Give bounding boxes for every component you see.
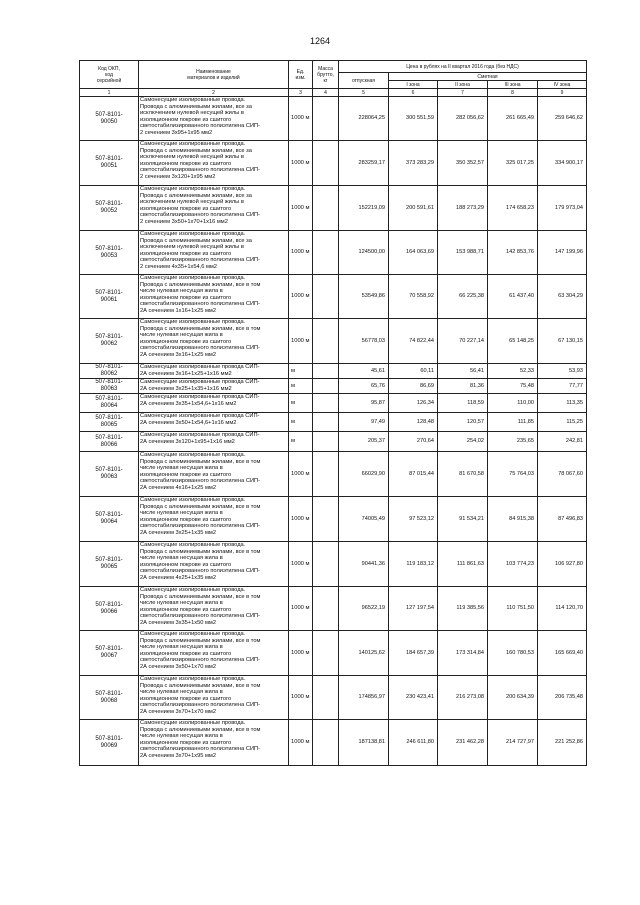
table-cell-release-price: 152219,09 xyxy=(339,186,389,231)
column-number: 4 xyxy=(313,89,339,97)
table-cell-mass xyxy=(313,379,339,394)
table-cell-mass xyxy=(313,587,339,631)
table-cell-release-price: 228064,25 xyxy=(339,97,389,141)
table-cell-zone-1-price: 164 063,69 xyxy=(389,231,438,275)
table-cell-zone-2-price: 118,59 xyxy=(438,394,488,413)
page-number: 1264 xyxy=(309,36,331,46)
table-cell-zone-3-price: 111,85 xyxy=(488,413,538,432)
table-cell-mass xyxy=(313,186,339,231)
table-cell-zone-4-price: 259 646,62 xyxy=(538,97,587,141)
table-cell-zone-4-price: 113,35 xyxy=(538,394,587,413)
table-row xyxy=(80,379,587,394)
table-cell-zone-4-price: 179 973,04 xyxy=(538,186,587,231)
table-cell-unit: 1000 м xyxy=(289,452,313,497)
column-number: 3 xyxy=(289,89,313,97)
header-estimate: Сметная xyxy=(389,73,587,81)
table-cell-zone-3-price: 65 148,25 xyxy=(488,319,538,364)
table-cell-mass xyxy=(313,631,339,676)
table-cell-zone-2-price: 91 534,21 xyxy=(438,497,488,542)
table-cell-zone-4-price: 53,93 xyxy=(538,364,587,379)
table-header xyxy=(80,61,587,97)
table-cell-zone-1-price: 230 423,41 xyxy=(389,676,438,720)
table-row xyxy=(80,497,587,542)
table-cell-code: 507-8101- 90062 xyxy=(80,319,139,364)
header-zone-4: IV зона xyxy=(538,81,587,89)
table-cell-code: 507-8101- 90066 xyxy=(80,587,139,631)
table-cell-code: 507-8101- 90052 xyxy=(80,186,139,231)
table-cell-release-price: 124500,00 xyxy=(339,231,389,275)
table-cell-zone-3-price: 214 727,97 xyxy=(488,720,538,766)
table-cell-zone-4-price: 114 120,70 xyxy=(538,587,587,631)
table-cell-unit: 1000 м xyxy=(289,275,313,319)
column-number: 8 xyxy=(488,89,538,97)
table-cell-zone-3-price: 61 437,40 xyxy=(488,275,538,319)
table-cell-code: 507-8101- 80066 xyxy=(80,432,139,452)
table-cell-zone-3-price: 110 751,50 xyxy=(488,587,538,631)
column-number: 7 xyxy=(438,89,488,97)
table-cell-release-price: 53549,86 xyxy=(339,275,389,319)
table-cell-zone-2-price: 120,57 xyxy=(438,413,488,432)
table-cell-unit: м xyxy=(289,432,313,452)
table-cell-zone-1-price: 270,64 xyxy=(389,432,438,452)
table-row xyxy=(80,413,587,432)
table-cell-mass xyxy=(313,676,339,720)
table-cell-code: 507-8101- 90051 xyxy=(80,141,139,186)
table-cell-mass xyxy=(313,97,339,141)
table-row xyxy=(80,587,587,631)
table-cell-name: Самонесущие изолированные провода. Провода с алюминиевыми жилами, все в том числе нулевая несущая жила в изоляционном покрове из сшитого светостабилизированного полиэтилена СИП- 2А сечением 4х25+1х35 мм2 xyxy=(139,542,289,587)
table-cell-release-price: 56778,03 xyxy=(339,319,389,364)
column-number: 5 xyxy=(339,89,389,97)
table-cell-name: Самонесущие изолированные провода. Провода с алюминиевыми жилами, все за исключением нулевой несущей жилы в изоляционном покрове из сшитого светостабилизированного полиэтилена СИП- 2 сечением 4х35+1х54,6 мм2 xyxy=(139,231,289,275)
header-zone-3: III зона xyxy=(488,81,538,89)
table-cell-mass xyxy=(313,231,339,275)
header-code: Код ОКП, код серсийной xyxy=(80,61,139,89)
table-cell-zone-4-price: 147 199,96 xyxy=(538,231,587,275)
table-cell-code: 507-8101- 80065 xyxy=(80,413,139,432)
table-cell-name: Самонесущие изолированные провода. Провода с алюминиевыми жилами, все за исключением нулевой несущей жилы в изоляционном покрове из сшитого светостабилизированного полиэтилена СИП- 2 сечением 3х50+1х70+1х16 мм2 xyxy=(139,186,289,231)
table-cell-code: 507-8101- 90050 xyxy=(80,97,139,141)
table-cell-name: Самонесущие изолированные провода СИП- 2А сечением 3х16+1х25+1х16 мм2 xyxy=(139,364,289,379)
table-cell-name: Самонесущие изолированные провода. Провода с алюминиевыми жилами, все в том числе нулевая несущая жила в изоляционном покрове из сшитого светостабилизированного полиэтилена СИП- 2А сечением 3х70+1х95 мм2 xyxy=(139,720,289,766)
table-cell-mass xyxy=(313,275,339,319)
table-cell-release-price: 283259,17 xyxy=(339,141,389,186)
table-cell-zone-3-price: 160 780,53 xyxy=(488,631,538,676)
table-cell-name: Самонесущие изолированные провода СИП- 2А сечением 3х25+1х35+1х16 мм2 xyxy=(139,379,289,394)
table-cell-code: 507-8101- 80063 xyxy=(80,379,139,394)
table-row xyxy=(80,275,587,319)
table-cell-mass xyxy=(313,720,339,766)
table-cell-release-price: 66029,90 xyxy=(339,452,389,497)
table-cell-zone-3-price: 75 764,03 xyxy=(488,452,538,497)
header-release: отпускная xyxy=(339,73,389,89)
table-cell-zone-2-price: 81,36 xyxy=(438,379,488,394)
table-cell-code: 507-8101- 80064 xyxy=(80,394,139,413)
table-cell-zone-3-price: 75,48 xyxy=(488,379,538,394)
table-cell-name: Самонесущие изолированные провода. Провода с алюминиевыми жилами, все в том числе нулевая несущая жила в изоляционном покрове из сшитого светостабилизированного полиэтилена СИП- 2А сечением 4х16+1х25 мм2 xyxy=(139,452,289,497)
table-cell-zone-1-price: 128,48 xyxy=(389,413,438,432)
table-cell-unit: 1000 м xyxy=(289,231,313,275)
table-cell-zone-1-price: 60,11 xyxy=(389,364,438,379)
table-cell-mass xyxy=(313,497,339,542)
table-cell-zone-1-price: 74 822,44 xyxy=(389,319,438,364)
table-cell-zone-4-price: 106 927,80 xyxy=(538,542,587,587)
table-cell-zone-2-price: 282 056,62 xyxy=(438,97,488,141)
table-cell-release-price: 174856,97 xyxy=(339,676,389,720)
table-cell-zone-3-price: 142 853,76 xyxy=(488,231,538,275)
table-cell-zone-3-price: 52,33 xyxy=(488,364,538,379)
table-cell-zone-2-price: 216 273,08 xyxy=(438,676,488,720)
table-cell-name: Самонесущие изолированные провода. Провода с алюминиевыми жилами, все за исключением нулевой несущей жилы в изоляционном покрове из сшитого светостабилизированного полиэтилена СИП- 2 сечением 3х120+1х95 мм2 xyxy=(139,141,289,186)
table-cell-zone-1-price: 300 551,59 xyxy=(389,97,438,141)
table-cell-release-price: 187138,81 xyxy=(339,720,389,766)
table-cell-release-price: 45,61 xyxy=(339,364,389,379)
table-cell-unit: м xyxy=(289,364,313,379)
table-row xyxy=(80,394,587,413)
table-cell-zone-3-price: 200 634,39 xyxy=(488,676,538,720)
table-cell-zone-3-price: 103 774,23 xyxy=(488,542,538,587)
table-cell-unit: 1000 м xyxy=(289,97,313,141)
header-zone-2: II зона xyxy=(438,81,488,89)
price-table xyxy=(79,60,587,766)
table-cell-zone-3-price: 84 915,38 xyxy=(488,497,538,542)
table-cell-mass xyxy=(313,364,339,379)
table-cell-unit: 1000 м xyxy=(289,141,313,186)
table-cell-name: Самонесущие изолированные провода. Провода с алюминиевыми жилами, все в том числе нулевая несущая жила в изоляционном покрове из сшитого светостабилизированного полиэтилена СИП- 2А сечением 3х50+1х70 мм2 xyxy=(139,631,289,676)
table-row xyxy=(80,631,587,676)
table-cell-zone-2-price: 350 352,57 xyxy=(438,141,488,186)
table-cell-zone-3-price: 174 658,23 xyxy=(488,186,538,231)
table-cell-zone-1-price: 97 523,12 xyxy=(389,497,438,542)
table-cell-unit: 1000 м xyxy=(289,186,313,231)
table-cell-code: 507-8101- 90064 xyxy=(80,497,139,542)
table-cell-zone-1-price: 200 591,61 xyxy=(389,186,438,231)
table-row xyxy=(80,720,587,766)
table-cell-name: Самонесущие изолированные провода. Провода с алюминиевыми жилами, все в том числе нулевая несущая жила в изоляционном покрове из сшитого светостабилизированного полиэтилена СИП- 2А сечением 3х16+1х25 мм2 xyxy=(139,319,289,364)
column-number: 6 xyxy=(389,89,438,97)
table-cell-release-price: 74005,49 xyxy=(339,497,389,542)
table-cell-unit: 1000 м xyxy=(289,497,313,542)
table-cell-mass xyxy=(313,413,339,432)
table-cell-mass xyxy=(313,319,339,364)
header-price-group: Цена в рублях на II квартал 2016 года (без НДС) xyxy=(339,61,587,73)
table-cell-name: Самонесущие изолированные провода СИП- 2А сечением 3х120+1х95+1х16 мм2 xyxy=(139,432,289,452)
table-cell-mass xyxy=(313,452,339,497)
table-cell-zone-4-price: 87 496,83 xyxy=(538,497,587,542)
table-cell-zone-4-price: 63 304,29 xyxy=(538,275,587,319)
table-cell-unit: 1000 м xyxy=(289,720,313,766)
table-row xyxy=(80,186,587,231)
table-cell-code: 507-8101- 90053 xyxy=(80,231,139,275)
table-cell-unit: 1000 м xyxy=(289,587,313,631)
table-cell-zone-3-price: 325 017,25 xyxy=(488,141,538,186)
table-row xyxy=(80,97,587,141)
table-cell-name: Самонесущие изолированные провода. Провода с алюминиевыми жилами, все в том числе нулевая несущая жила в изоляционном покрове из сшитого светостабилизированного полиэтилена СИП- 2А сечением 1х16+1х25 мм2 xyxy=(139,275,289,319)
table-cell-zone-2-price: 119 385,56 xyxy=(438,587,488,631)
table-cell-zone-1-price: 119 183,12 xyxy=(389,542,438,587)
table-cell-zone-1-price: 127 197,54 xyxy=(389,587,438,631)
column-number: 9 xyxy=(538,89,587,97)
table-cell-zone-1-price: 126,34 xyxy=(389,394,438,413)
table-row xyxy=(80,676,587,720)
table-cell-code: 507-8101- 90069 xyxy=(80,720,139,766)
table-row xyxy=(80,364,587,379)
table-cell-mass xyxy=(313,394,339,413)
table-cell-zone-4-price: 334 900,17 xyxy=(538,141,587,186)
table-cell-mass xyxy=(313,542,339,587)
table-cell-zone-2-price: 111 861,63 xyxy=(438,542,488,587)
table-cell-unit: м xyxy=(289,379,313,394)
table-cell-zone-1-price: 184 657,39 xyxy=(389,631,438,676)
table-cell-code: 507-8101- 90065 xyxy=(80,542,139,587)
table-cell-zone-2-price: 188 273,29 xyxy=(438,186,488,231)
table-cell-release-price: 96522,19 xyxy=(339,587,389,631)
table-cell-release-price: 65,76 xyxy=(339,379,389,394)
table-cell-zone-2-price: 254,02 xyxy=(438,432,488,452)
table-cell-zone-4-price: 67 130,15 xyxy=(538,319,587,364)
table-cell-release-price: 97,49 xyxy=(339,413,389,432)
table-cell-release-price: 90441,36 xyxy=(339,542,389,587)
table-cell-zone-2-price: 70 227,14 xyxy=(438,319,488,364)
table-cell-zone-2-price: 56,41 xyxy=(438,364,488,379)
table-row xyxy=(80,432,587,452)
table-cell-code: 507-8101- 90068 xyxy=(80,676,139,720)
header-mass: Масса брутто, кг xyxy=(313,61,339,89)
table-row xyxy=(80,231,587,275)
table-cell-unit: м xyxy=(289,413,313,432)
table-cell-name: Самонесущие изолированные провода. Провода с алюминиевыми жилами, все в том числе нулевая несущая жила в изоляционном покрове из сшитого светостабилизированного полиэтилена СИП- 2А сечением 3х70+1х70 мм2 xyxy=(139,676,289,720)
table-cell-unit: м xyxy=(289,394,313,413)
column-number-row xyxy=(80,89,587,97)
table-cell-unit: 1000 м xyxy=(289,542,313,587)
table-row xyxy=(80,452,587,497)
table-cell-code: 507-8101- 90063 xyxy=(80,452,139,497)
table-cell-zone-1-price: 86,69 xyxy=(389,379,438,394)
table-cell-zone-4-price: 206 735,48 xyxy=(538,676,587,720)
table-cell-zone-3-price: 261 665,49 xyxy=(488,97,538,141)
table-cell-zone-1-price: 87 015,44 xyxy=(389,452,438,497)
table-cell-zone-2-price: 66 225,38 xyxy=(438,275,488,319)
table-cell-zone-1-price: 246 611,80 xyxy=(389,720,438,766)
table-cell-code: 507-8101- 80062 xyxy=(80,364,139,379)
table-cell-name: Самонесущие изолированные провода. Провода с алюминиевыми жилами, все за исключением нулевой несущей жилы в изоляционном покрове из сшитого светостабилизированного полиэтилена СИП- 2 сечением 3х95+1х95 мм2 xyxy=(139,97,289,141)
table-cell-code: 507-8101- 90067 xyxy=(80,631,139,676)
table-cell-unit: 1000 м xyxy=(289,676,313,720)
table-cell-name: Самонесущие изолированные провода СИП- 2А сечением 3х50+1х54,6+1х16 мм2 xyxy=(139,413,289,432)
table-cell-mass xyxy=(313,141,339,186)
table-cell-code: 507-8101- 90061 xyxy=(80,275,139,319)
table-cell-zone-3-price: 110,00 xyxy=(488,394,538,413)
table-cell-zone-1-price: 70 558,92 xyxy=(389,275,438,319)
table-cell-zone-2-price: 153 988,71 xyxy=(438,231,488,275)
table-cell-release-price: 140125,62 xyxy=(339,631,389,676)
table-cell-zone-2-price: 231 462,28 xyxy=(438,720,488,766)
header-zone-1: I зона xyxy=(389,81,438,89)
table-cell-zone-2-price: 173 314,84 xyxy=(438,631,488,676)
header-name: Наименование материалов и изделий xyxy=(139,61,289,89)
table-cell-release-price: 205,37 xyxy=(339,432,389,452)
table-cell-mass xyxy=(313,432,339,452)
table-cell-release-price: 95,87 xyxy=(339,394,389,413)
header-unit: Ед. изм. xyxy=(289,61,313,89)
column-number: 1 xyxy=(80,89,139,97)
table-cell-zone-3-price: 235,65 xyxy=(488,432,538,452)
column-number: 2 xyxy=(139,89,289,97)
table-body xyxy=(80,97,587,766)
table-cell-zone-4-price: 221 252,86 xyxy=(538,720,587,766)
table-cell-zone-4-price: 242,81 xyxy=(538,432,587,452)
table-row xyxy=(80,319,587,364)
table-cell-zone-2-price: 81 670,58 xyxy=(438,452,488,497)
table-cell-zone-1-price: 373 283,29 xyxy=(389,141,438,186)
table-cell-unit: 1000 м xyxy=(289,631,313,676)
table-cell-name: Самонесущие изолированные провода. Провода с алюминиевыми жилами, все в том числе нулевая несущая жила в изоляционном покрове из сшитого светостабилизированного полиэтилена СИП- 2А сечением 3х25+1х35 мм2 xyxy=(139,497,289,542)
table-cell-zone-4-price: 77,77 xyxy=(538,379,587,394)
table-cell-unit: 1000 м xyxy=(289,319,313,364)
table-row xyxy=(80,141,587,186)
table-cell-name: Самонесущие изолированные провода. Провода с алюминиевыми жилами, все в том числе нулевая несущая жила в изоляционном покрове из сшитого светостабилизированного полиэтилена СИП- 2А сечением 3х35+1х50 мм2 xyxy=(139,587,289,631)
table-cell-zone-4-price: 78 067,60 xyxy=(538,452,587,497)
table-cell-zone-4-price: 115,25 xyxy=(538,413,587,432)
table-cell-name: Самонесущие изолированные провода СИП- 2А сечением 3х35+1х54,6+1х16 мм2 xyxy=(139,394,289,413)
table-cell-zone-4-price: 165 669,40 xyxy=(538,631,587,676)
table-row xyxy=(80,542,587,587)
